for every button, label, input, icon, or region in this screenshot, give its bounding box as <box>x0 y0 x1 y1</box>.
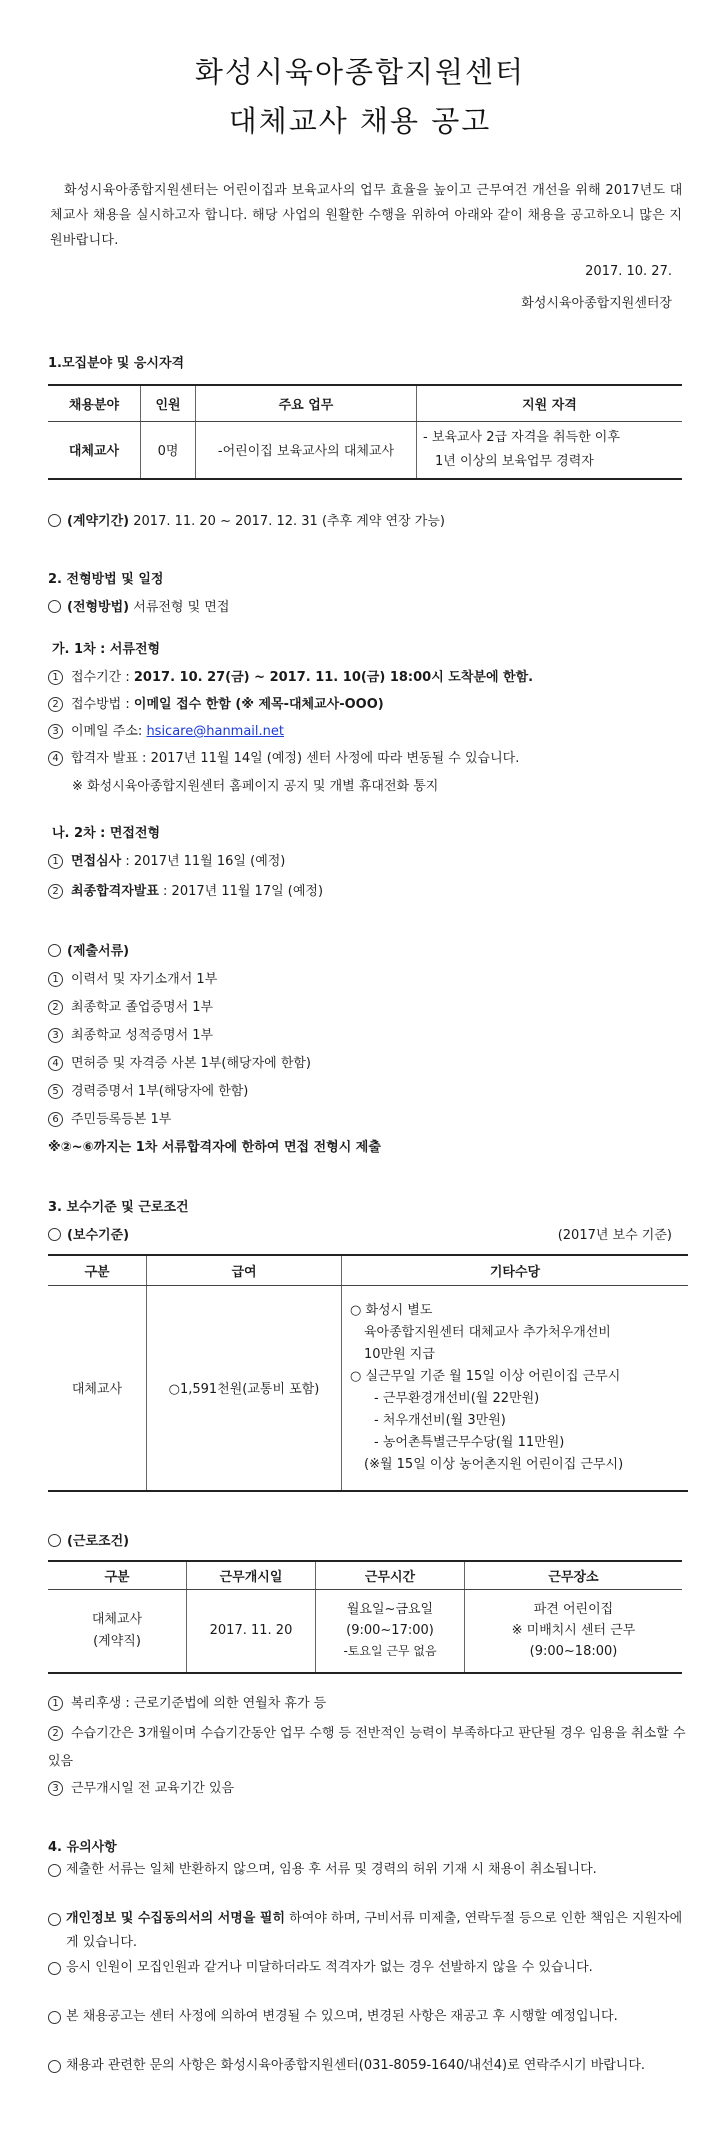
document-item <box>48 996 213 1015</box>
method-label: (전형방법) <box>67 600 130 615</box>
work-table <box>48 1560 682 1674</box>
intro-paragraph: 화성시육아종합지원센터는 어린이집과 보육교사의 업무 효율을 높이고 근무여건 개선을 위해 2017년도 대체교사 채용을 실시하고자 합니다. 해당 사업의 원활한 수행을 위하여 아래와 같이 채용을 공고하오니 많은 지원바랍니다. <box>50 183 683 248</box>
caution-emphasis: 개인정보 및 수집동의서의 서명을 필히 <box>66 1911 286 1926</box>
circle-bullet-icon <box>48 1534 61 1547</box>
circled-number-icon: 6 <box>48 1112 63 1127</box>
step2-title: 나. 2차 : 면접전형 <box>52 826 161 841</box>
circled-number-icon: 1 <box>48 854 63 869</box>
pay-table <box>48 1254 688 1492</box>
step1-item <box>48 666 533 685</box>
document-text: 경력증명서 1부(해당자에 한함) <box>71 1084 249 1099</box>
work-note <box>48 1777 234 1796</box>
allowance-line: ○ 화성시 별도 <box>350 1302 433 1318</box>
circled-number-icon: 2 <box>48 1726 63 1741</box>
work-place-line: ※ 미배치시 센터 근무 <box>511 1623 636 1639</box>
contract-text: 2017. 11. 20 ~ 2017. 12. 31 (추후 계약 연장 가능) <box>129 514 445 529</box>
pay-label: (보수기준) <box>67 1228 130 1243</box>
section3-heading: 3. 보수기준 및 근로조건 <box>48 1200 189 1215</box>
circle-bullet-icon <box>48 2060 67 2075</box>
work-label: (근로조건) <box>67 1534 130 1549</box>
work-cell-kind <box>48 1589 187 1673</box>
work-kind-line: 대체교사 <box>91 1611 143 1627</box>
circled-number-icon: 2 <box>48 1000 63 1015</box>
page-title: 대체교사 채용 공고 <box>228 104 492 138</box>
section4-heading: 4. 유의사항 <box>48 1840 117 1855</box>
caution-item: 응시 인원이 모집인원과 같거나 미달하더라도 적격자가 없는 경우 선발하지 않을 수 있습니다. <box>66 1960 593 1975</box>
step1-title: 가. 1차 : 서류전형 <box>52 642 161 657</box>
pay-heading <box>48 1224 129 1243</box>
caution-item: 개인정보 및 수집동의서의 서명을 필히 하여야 하며, 구비서류 미제출, 연락두절 등으로 인한 책임은 지원자에게 있습니다. <box>66 1911 683 1950</box>
circled-number-icon: 1 <box>48 1696 63 1711</box>
work-cell-start: 2017. 11. 20 <box>187 1589 316 1673</box>
circle-bullet-icon <box>48 1228 61 1241</box>
pay-cell-kind: 대체교사 <box>48 1285 147 1491</box>
document-item <box>48 968 217 987</box>
allowance-line: 육아종합지원센터 대체교사 추가처우개선비 <box>364 1324 611 1340</box>
step2-item <box>48 880 323 899</box>
allowance-line: ○ 실근무일 기준 월 15일 이상 어린이집 근무시 <box>350 1368 621 1384</box>
caution-item: 제출한 서류는 일체 반환하지 않으며, 임용 후 서류 및 경력의 허위 기재 시 채용이 취소됩니다. <box>66 1862 597 1877</box>
circled-number-icon: 1 <box>48 670 63 685</box>
col-field: 채용분야 <box>48 385 141 421</box>
circle-bullet-icon <box>48 600 61 613</box>
allowance-line: 10만원 지급 <box>364 1346 435 1362</box>
step1-item-label: 접수기간 : <box>71 670 134 685</box>
circled-number-icon: 3 <box>48 1781 63 1796</box>
circle-bullet-icon <box>48 2011 67 2026</box>
section1-heading: 1.모집분야 및 응시자격 <box>48 356 185 371</box>
work-hours-line: 월요일~금요일 <box>346 1602 434 1618</box>
circled-number-icon: 2 <box>48 697 63 712</box>
document-item <box>48 1052 311 1071</box>
qual-line1: - 보육교사 2급 자격을 취득한 이후 <box>423 429 620 445</box>
allowance-line: - 근무환경개선비(월 22만원) <box>374 1390 540 1406</box>
col-count: 인원 <box>141 385 196 421</box>
step2-item-text: : 2017년 11월 16일 (예정) <box>121 854 286 869</box>
circled-number-icon: 2 <box>48 884 63 899</box>
section2-heading: 2. 전형방법 및 일정 <box>48 572 164 587</box>
step2-item-label: 면접심사 <box>71 854 122 869</box>
work-note-text: 수습기간은 3개월이며 수습기간동안 업무 수행 등 전반적인 능력이 부족하다고 판단될 경우 임용을 취소할 수 있음 <box>48 1726 686 1769</box>
document-text: 주민등록등본 1부 <box>71 1112 172 1127</box>
allowance-line: - 농어촌특별근무수당(월 11만원) <box>374 1434 565 1450</box>
document-text: 최종학교 성적증명서 1부 <box>71 1028 214 1043</box>
caution-item: 채용과 관련한 문의 사항은 화성시육아종합지원센터(031-8059-1640/내선4)로 연락주시기 바랍니다. <box>66 2058 646 2073</box>
work-note-text: 복리후생 : 근로기준법에 의한 연월차 휴가 등 <box>71 1696 327 1711</box>
pay-cell-salary: ○1,591천원(교통비 포함) <box>147 1285 342 1491</box>
step1-item <box>48 693 384 712</box>
step1-item-value: 2017. 10. 27(금) ~ 2017. 11. 10(금) 18:00시 도착분에 한함. <box>133 670 534 685</box>
pay-col-salary: 급여 <box>147 1255 342 1285</box>
work-col-hours: 근무시간 <box>316 1561 465 1589</box>
pay-basis: (2017년 보수 기준) <box>557 1228 672 1243</box>
documents-note: ※②~⑥까지는 1차 서류합격자에 한하여 면접 전형시 제출 <box>48 1140 381 1155</box>
allowance-line: - 처우개선비(월 3만원) <box>374 1412 506 1428</box>
screening-method <box>48 596 229 615</box>
document-text: 최종학교 졸업증명서 1부 <box>71 1000 214 1015</box>
step1-note: ※ 화성시육아종합지원센터 홈페이지 공지 및 개별 휴대전화 통지 <box>72 779 439 794</box>
pay-col-kind: 구분 <box>48 1255 147 1285</box>
caution-item: 본 채용공고는 센터 사정에 의하여 변경될 수 있으며, 변경된 사항은 재공고 후 시행할 예정입니다. <box>66 2009 618 2024</box>
col-duty: 주요 업무 <box>196 385 417 421</box>
document-item <box>48 1024 213 1043</box>
circle-bullet-icon <box>48 1864 67 1879</box>
cell-count: 0명 <box>141 421 196 479</box>
work-note <box>48 1692 326 1711</box>
work-col-start: 근무개시일 <box>187 1561 316 1589</box>
step1-item-label: 접수방법 : <box>71 697 134 712</box>
work-place-line: 파견 어린이집 <box>533 1602 614 1618</box>
circle-bullet-icon <box>48 1962 67 1977</box>
qual-line2: 1년 이상의 보육업무 경력자 <box>435 453 594 469</box>
notice-date: 2017. 10. 27. <box>585 264 672 279</box>
cell-duty: -어린이집 보육교사의 대체교사 <box>196 421 417 479</box>
step2-item <box>48 850 285 869</box>
circled-number-icon: 4 <box>48 751 63 766</box>
circled-number-icon: 5 <box>48 1084 63 1099</box>
cell-qualification <box>417 421 683 479</box>
documents-label: (제출서류) <box>67 944 130 959</box>
allowance-line: (※월 15일 이상 농어촌지원 어린이집 근무시) <box>364 1456 624 1472</box>
circle-bullet-icon <box>48 514 61 527</box>
circled-number-icon: 4 <box>48 1056 63 1071</box>
work-place-line: (9:00~18:00) <box>529 1644 618 1660</box>
circled-number-icon: 3 <box>48 1028 63 1043</box>
document-item <box>48 1080 248 1099</box>
work-hours-line: (9:00~17:00) <box>346 1623 434 1639</box>
work-col-kind: 구분 <box>48 1561 187 1589</box>
circled-number-icon: 3 <box>48 724 63 739</box>
circle-bullet-icon <box>48 944 61 957</box>
work-cell-hours <box>316 1589 465 1673</box>
work-heading <box>48 1530 129 1549</box>
email-link[interactable]: hsicare@hanmail.net <box>146 724 284 739</box>
documents-heading <box>48 940 129 959</box>
step1-item-label: 이메일 주소: <box>71 724 147 739</box>
document-item <box>48 1108 171 1127</box>
step2-item-label: 최종합격자발표 <box>71 884 159 899</box>
work-col-place: 근무장소 <box>465 1561 683 1589</box>
col-qual: 지원 자격 <box>417 385 683 421</box>
step1-item <box>48 747 519 766</box>
pay-col-allowance: 기타수당 <box>342 1255 689 1285</box>
method-text: 서류전형 및 면접 <box>129 600 230 615</box>
work-note-text: 근무개시일 전 교육기간 있음 <box>71 1781 235 1796</box>
work-kind-line: (계약직) <box>93 1633 141 1649</box>
cell-field: 대체교사 <box>48 421 141 479</box>
work-cell-place <box>465 1589 683 1673</box>
page-title-org: 화성시육아종합지원센터 <box>194 55 526 89</box>
document-text: 이력서 및 자기소개서 1부 <box>71 972 218 987</box>
circled-number-icon: 1 <box>48 972 63 987</box>
step2-item-text: : 2017년 11월 17일 (예정) <box>158 884 324 899</box>
work-note <box>48 1720 688 1776</box>
recruit-table <box>48 384 682 480</box>
step1-item <box>48 720 284 739</box>
step1-item-text: 합격자 발표 : 2017년 11월 14일 (예정) 센터 사정에 따라 변동될 수 있습니다. <box>71 751 520 766</box>
notice-signer: 화성시육아종합지원센터장 <box>521 296 672 311</box>
contract-label: (계약기간) <box>67 514 130 529</box>
contract-period <box>48 510 445 529</box>
work-hours-line: -토요일 근무 없음 <box>343 1644 437 1659</box>
circle-bullet-icon <box>48 1913 67 1928</box>
pay-cell-allowance <box>342 1285 689 1491</box>
document-text: 면허증 및 자격증 사본 1부(해당자에 한함) <box>71 1056 312 1071</box>
step1-item-value: 이메일 접수 한함 (※ 제목-대체교사-OOO) <box>133 697 384 712</box>
